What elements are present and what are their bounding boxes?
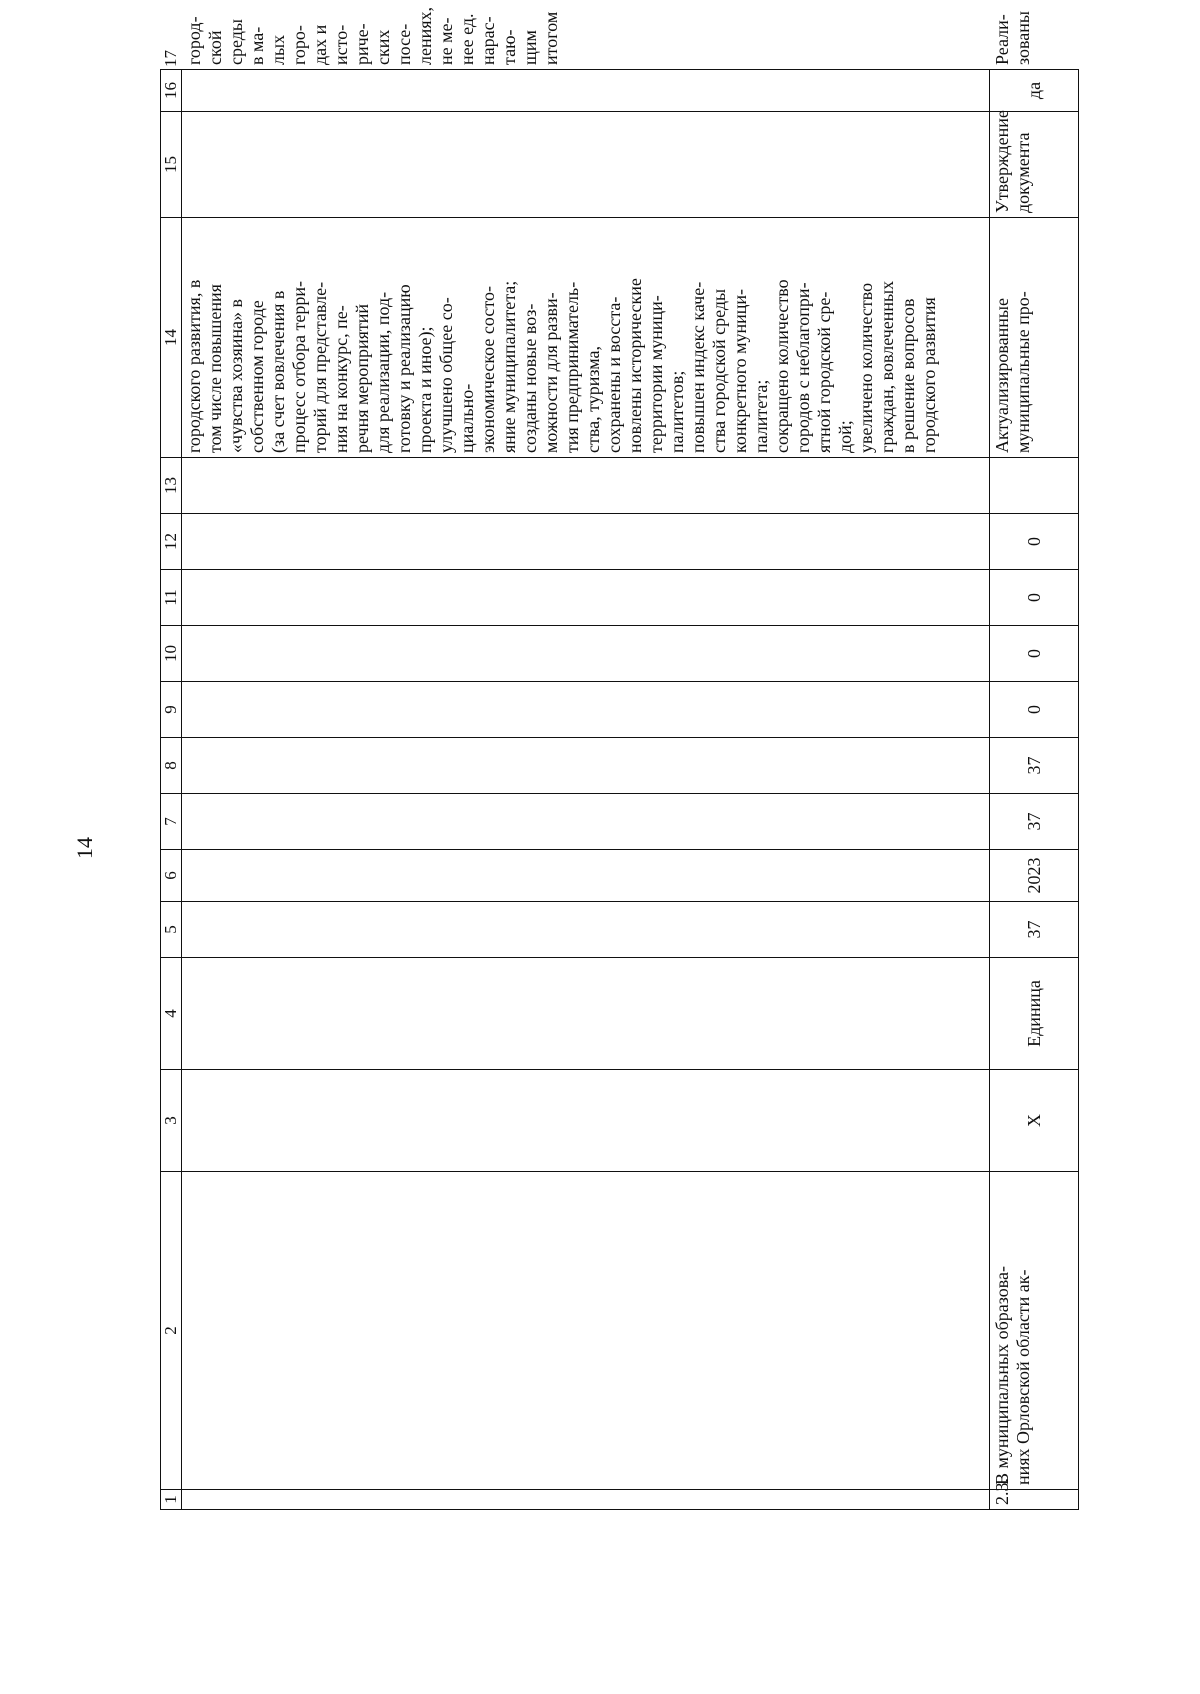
expected-results-cell: Актуализированные муниципальные про- (990, 218, 1079, 458)
table-cell (182, 514, 990, 570)
table-cell (182, 902, 990, 958)
table-row: 2.3. В муниципальных образова- ниях Орловской области ак- Х Единица 37 2023 37 37 0 0 0 0 Актуализированные муниципальные про- Утверждение документа да Реали- зованы (990, 70, 1079, 1510)
table-cell: Утверждение документа (990, 112, 1079, 218)
header-cell: 14 (161, 218, 182, 458)
header-cell: 13 (161, 458, 182, 514)
header-cell: 10 (161, 626, 182, 682)
table-cell (182, 738, 990, 794)
table-cell: да (990, 70, 1079, 112)
table-cell: 0 (990, 626, 1079, 682)
header-cell: 2 (161, 1172, 182, 1490)
header-cell: 5 (161, 902, 182, 958)
header-cell: 11 (161, 570, 182, 626)
header-cell: 16 (161, 70, 182, 112)
rotated-table-container (160, 6, 1075, 1510)
table-cell: 37 (990, 794, 1079, 850)
unit-cell: Единица (990, 958, 1079, 1070)
data-table (160, 6, 1079, 1510)
row-number-cell: 2.3. (990, 1490, 1079, 1510)
table-cell: 0 (990, 514, 1079, 570)
table-cell (182, 458, 990, 514)
header-cell: 1 (161, 1490, 182, 1510)
header-cell: 6 (161, 850, 182, 902)
header-cell: 4 (161, 958, 182, 1070)
table-cell: 37 (990, 902, 1079, 958)
table-cell (182, 958, 990, 1070)
header-cell: 8 (161, 738, 182, 794)
page-number: 14 (72, 837, 97, 859)
table-cell (182, 850, 990, 902)
table-cell (990, 458, 1079, 514)
table-cell (182, 682, 990, 738)
table-cell: 0 (990, 570, 1079, 626)
table-cell: 0 (990, 682, 1079, 738)
table-row: городского развития, в том числе повышения «чувства хозяина» в собственном городе (за счет вовлечения в процесс отбора терри- торий для представле- ния на конкурс, пе- речня мероприятий для реализации, под- готовку и реализацию проекта и иное); улучшено общее со- циально- экономическое состо- яние муниципалитета; созданы новые воз- можности для разви- тия предприниматель- ства, туризма, сохранены и восста- новлены исторические территории муници- палитетов; повышен индекс каче- ства городской среды конкретного муници- палитета; сокращено количество городов с неблагопри- ятной городской сре- дой; увеличено количество граждан, вовлеченных в решение вопросов городского развития город- ской среды в ма- лых горо- дах и исто- риче- ских посе- лениях, не ме- нее ед. нарас- таю- щим итогом (182, 70, 990, 1510)
table-cell (182, 1070, 990, 1172)
table-cell (182, 570, 990, 626)
table-cell (182, 626, 990, 682)
table-cell (182, 70, 990, 112)
header-cell: 12 (161, 514, 182, 570)
table-cell: Х (990, 1070, 1079, 1172)
expected-results-cell: городского развития, в том числе повышения «чувства хозяина» в собственном городе (за счет вовлечения в процесс отбора терри- торий для представле- ния на конкурс, пе- речня мероприятий для реализации, под- готовку и реализацию проекта и иное); улучшено общее со- циально- экономическое состо- яние муниципалитета; созданы новые воз- можности для разви- тия предприниматель- ства, туризма, сохранены и восста- новлены исторические территории муници- палитетов; повышен индекс каче- ства городской среды конкретного муници- палитета; сокращено количество городов с неблагопри- ятной городской сре- дой; увеличено количество граждан, вовлеченных в решение вопросов городского развития (182, 218, 990, 458)
header-cell: 15 (161, 112, 182, 218)
header-cell: 3 (161, 1070, 182, 1172)
header-cell: 9 (161, 682, 182, 738)
table-cell (182, 112, 990, 218)
header-row: 1 2 3 4 5 6 7 8 9 10 11 12 13 14 15 16 17 (161, 70, 182, 1510)
table-cell (182, 794, 990, 850)
table-cell: 37 (990, 738, 1079, 794)
year-cell: 2023 (990, 850, 1079, 902)
table-cell (182, 1490, 990, 1510)
task-name-cell: В муниципальных образова- ниях Орловской области ак- (990, 1172, 1079, 1490)
table-cell (182, 1172, 990, 1490)
header-cell: 7 (161, 794, 182, 850)
